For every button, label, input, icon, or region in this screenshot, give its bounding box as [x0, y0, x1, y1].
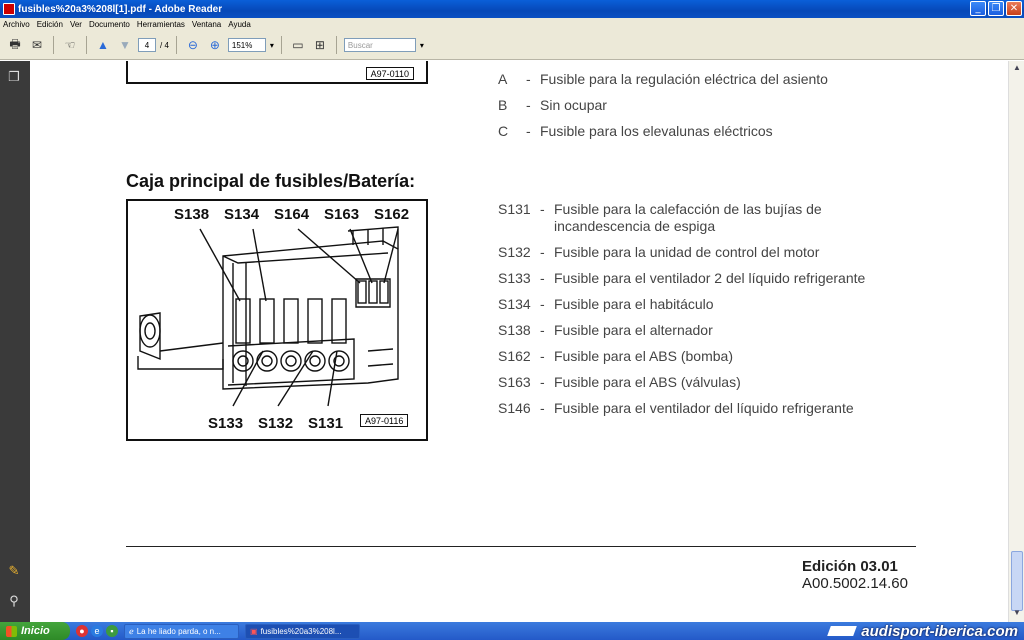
- next-page-icon[interactable]: ▼: [119, 38, 131, 52]
- label-s134: S134: [224, 206, 260, 223]
- taskbar-item-label: fusibles%20a3%208l...: [260, 626, 342, 636]
- email-icon[interactable]: ✉: [31, 38, 43, 52]
- figure-ref: A97-0116: [360, 414, 408, 427]
- zoom-dropdown-icon[interactable]: ▾: [269, 40, 274, 50]
- toolbar-divider: [86, 36, 87, 54]
- menu-bar: [0, 18, 1024, 31]
- search-dropdown-icon[interactable]: ▾: [419, 40, 424, 50]
- zoom-in-icon[interactable]: ⊕: [209, 38, 220, 52]
- window-title: fusibles%20a3%208l[1].pdf - Adobe Reader: [18, 3, 223, 15]
- list-item: S134 - Fusible para el habitáculo: [498, 296, 714, 312]
- menu-archivo[interactable]: Archivo: [3, 20, 30, 29]
- list-item: S131 - Fusible para la calefacción de las bujías de incandescencia de espiga: [498, 201, 822, 234]
- footer-divider: [126, 546, 916, 547]
- search-input[interactable]: [344, 38, 416, 52]
- start-button[interactable]: [0, 622, 70, 640]
- list-item: B - Sin ocupar: [498, 97, 607, 113]
- edition-label: Edición 03.01: [802, 558, 898, 575]
- menu-ventana[interactable]: Ventana: [191, 20, 222, 29]
- label-s162: S162: [374, 206, 410, 223]
- toolbar: [0, 31, 1024, 60]
- list-item: S163 - Fusible para el ABS (válvulas): [498, 374, 741, 390]
- taskbar-item-browser[interactable]: [124, 624, 239, 639]
- pdf-page: [30, 61, 1008, 622]
- taskbar-item-label: La he liado parda, o n...: [136, 626, 221, 636]
- attachments-icon[interactable]: ⚲: [9, 593, 19, 608]
- ie-icon[interactable]: e: [91, 625, 103, 637]
- label-s133: S133: [208, 415, 244, 432]
- document-code: A00.5002.14.60: [802, 575, 908, 592]
- toolbar-divider: [53, 36, 54, 54]
- fit-page-icon[interactable]: ▭: [292, 38, 304, 52]
- label-s131: S131: [308, 415, 344, 432]
- previous-page-icon[interactable]: ▲: [97, 38, 109, 52]
- menu-edicion[interactable]: Edición: [36, 20, 63, 29]
- search-placeholder: Buscar: [347, 40, 373, 50]
- vertical-scrollbar[interactable]: [1008, 61, 1024, 622]
- menu-ver[interactable]: Ver: [69, 20, 82, 29]
- scrollbar-thumb[interactable]: [1011, 551, 1023, 611]
- watermark-text: audisport-iberica.com: [861, 622, 1018, 640]
- quicklaunch-icon[interactable]: ●: [76, 625, 88, 637]
- taskbar-item-reader[interactable]: [245, 624, 360, 639]
- maximize-button[interactable]: ❐: [988, 1, 1004, 16]
- menu-ayuda[interactable]: Ayuda: [228, 20, 251, 29]
- pdf-icon: ▣: [250, 626, 258, 636]
- adobe-reader-icon: [3, 3, 15, 15]
- list-item: A - Fusible para la regulación eléctrica del asiento: [498, 71, 828, 87]
- comments-icon[interactable]: ✎: [8, 563, 20, 578]
- list-item: S133 - Fusible para el ventilador 2 del líquido refrigerante: [498, 270, 866, 286]
- list-item: S138 - Fusible para el alternador: [498, 322, 713, 338]
- fit-width-icon[interactable]: ⊞: [314, 38, 325, 52]
- page-number-input[interactable]: 4: [138, 38, 156, 52]
- zoom-out-icon[interactable]: ⊖: [187, 38, 198, 52]
- label-s132: S132: [258, 415, 294, 432]
- fuse-box-diagram: [126, 199, 428, 441]
- toolbar-divider: [336, 36, 337, 54]
- taskbar: [0, 622, 1024, 640]
- watermark-logo: [827, 626, 857, 636]
- ie-icon: ℯ: [129, 626, 134, 636]
- label-s164: S164: [274, 206, 310, 223]
- scroll-up-icon[interactable]: ▲: [1013, 63, 1021, 72]
- menu-documento[interactable]: Documento: [88, 20, 130, 29]
- start-label: Inicio: [21, 625, 50, 637]
- menu-herramientas[interactable]: Herramientas: [136, 20, 185, 29]
- watermark: [829, 622, 1018, 640]
- desktop-icon[interactable]: ▪: [106, 625, 118, 637]
- top-figure-ref: A97-0110: [366, 67, 414, 80]
- fuse-box-drawing: [128, 201, 426, 439]
- page-total-label: / 4: [160, 40, 169, 50]
- toolbar-divider: [176, 36, 177, 54]
- label-s163: S163: [324, 206, 360, 223]
- print-icon[interactable]: 🖶: [9, 36, 21, 51]
- zoom-input[interactable]: [228, 38, 266, 52]
- section-heading: Caja principal de fusibles/Batería:: [126, 171, 416, 191]
- top-figure-frame: [126, 61, 428, 84]
- title-bar: [0, 0, 1024, 18]
- list-item: C - Fusible para los elevalunas eléctricos: [498, 123, 773, 139]
- list-item: S132 - Fusible para la unidad de control del motor: [498, 244, 820, 260]
- pages-icon[interactable]: ❐: [8, 69, 20, 84]
- scroll-down-icon[interactable]: ▼: [1013, 608, 1021, 617]
- label-s138: S138: [174, 206, 210, 223]
- list-item: S146 - Fusible para el ventilador del líquido refrigerante: [498, 400, 854, 416]
- list-item: S162 - Fusible para el ABS (bomba): [498, 348, 733, 364]
- windows-logo-icon: [6, 626, 17, 637]
- hand-tool-icon[interactable]: ☜: [64, 38, 76, 52]
- navigation-pane: [0, 61, 30, 622]
- zoom-value: 151%: [231, 40, 253, 50]
- close-button[interactable]: ✕: [1006, 1, 1022, 16]
- toolbar-divider: [281, 36, 282, 54]
- minimize-button[interactable]: _: [970, 1, 986, 16]
